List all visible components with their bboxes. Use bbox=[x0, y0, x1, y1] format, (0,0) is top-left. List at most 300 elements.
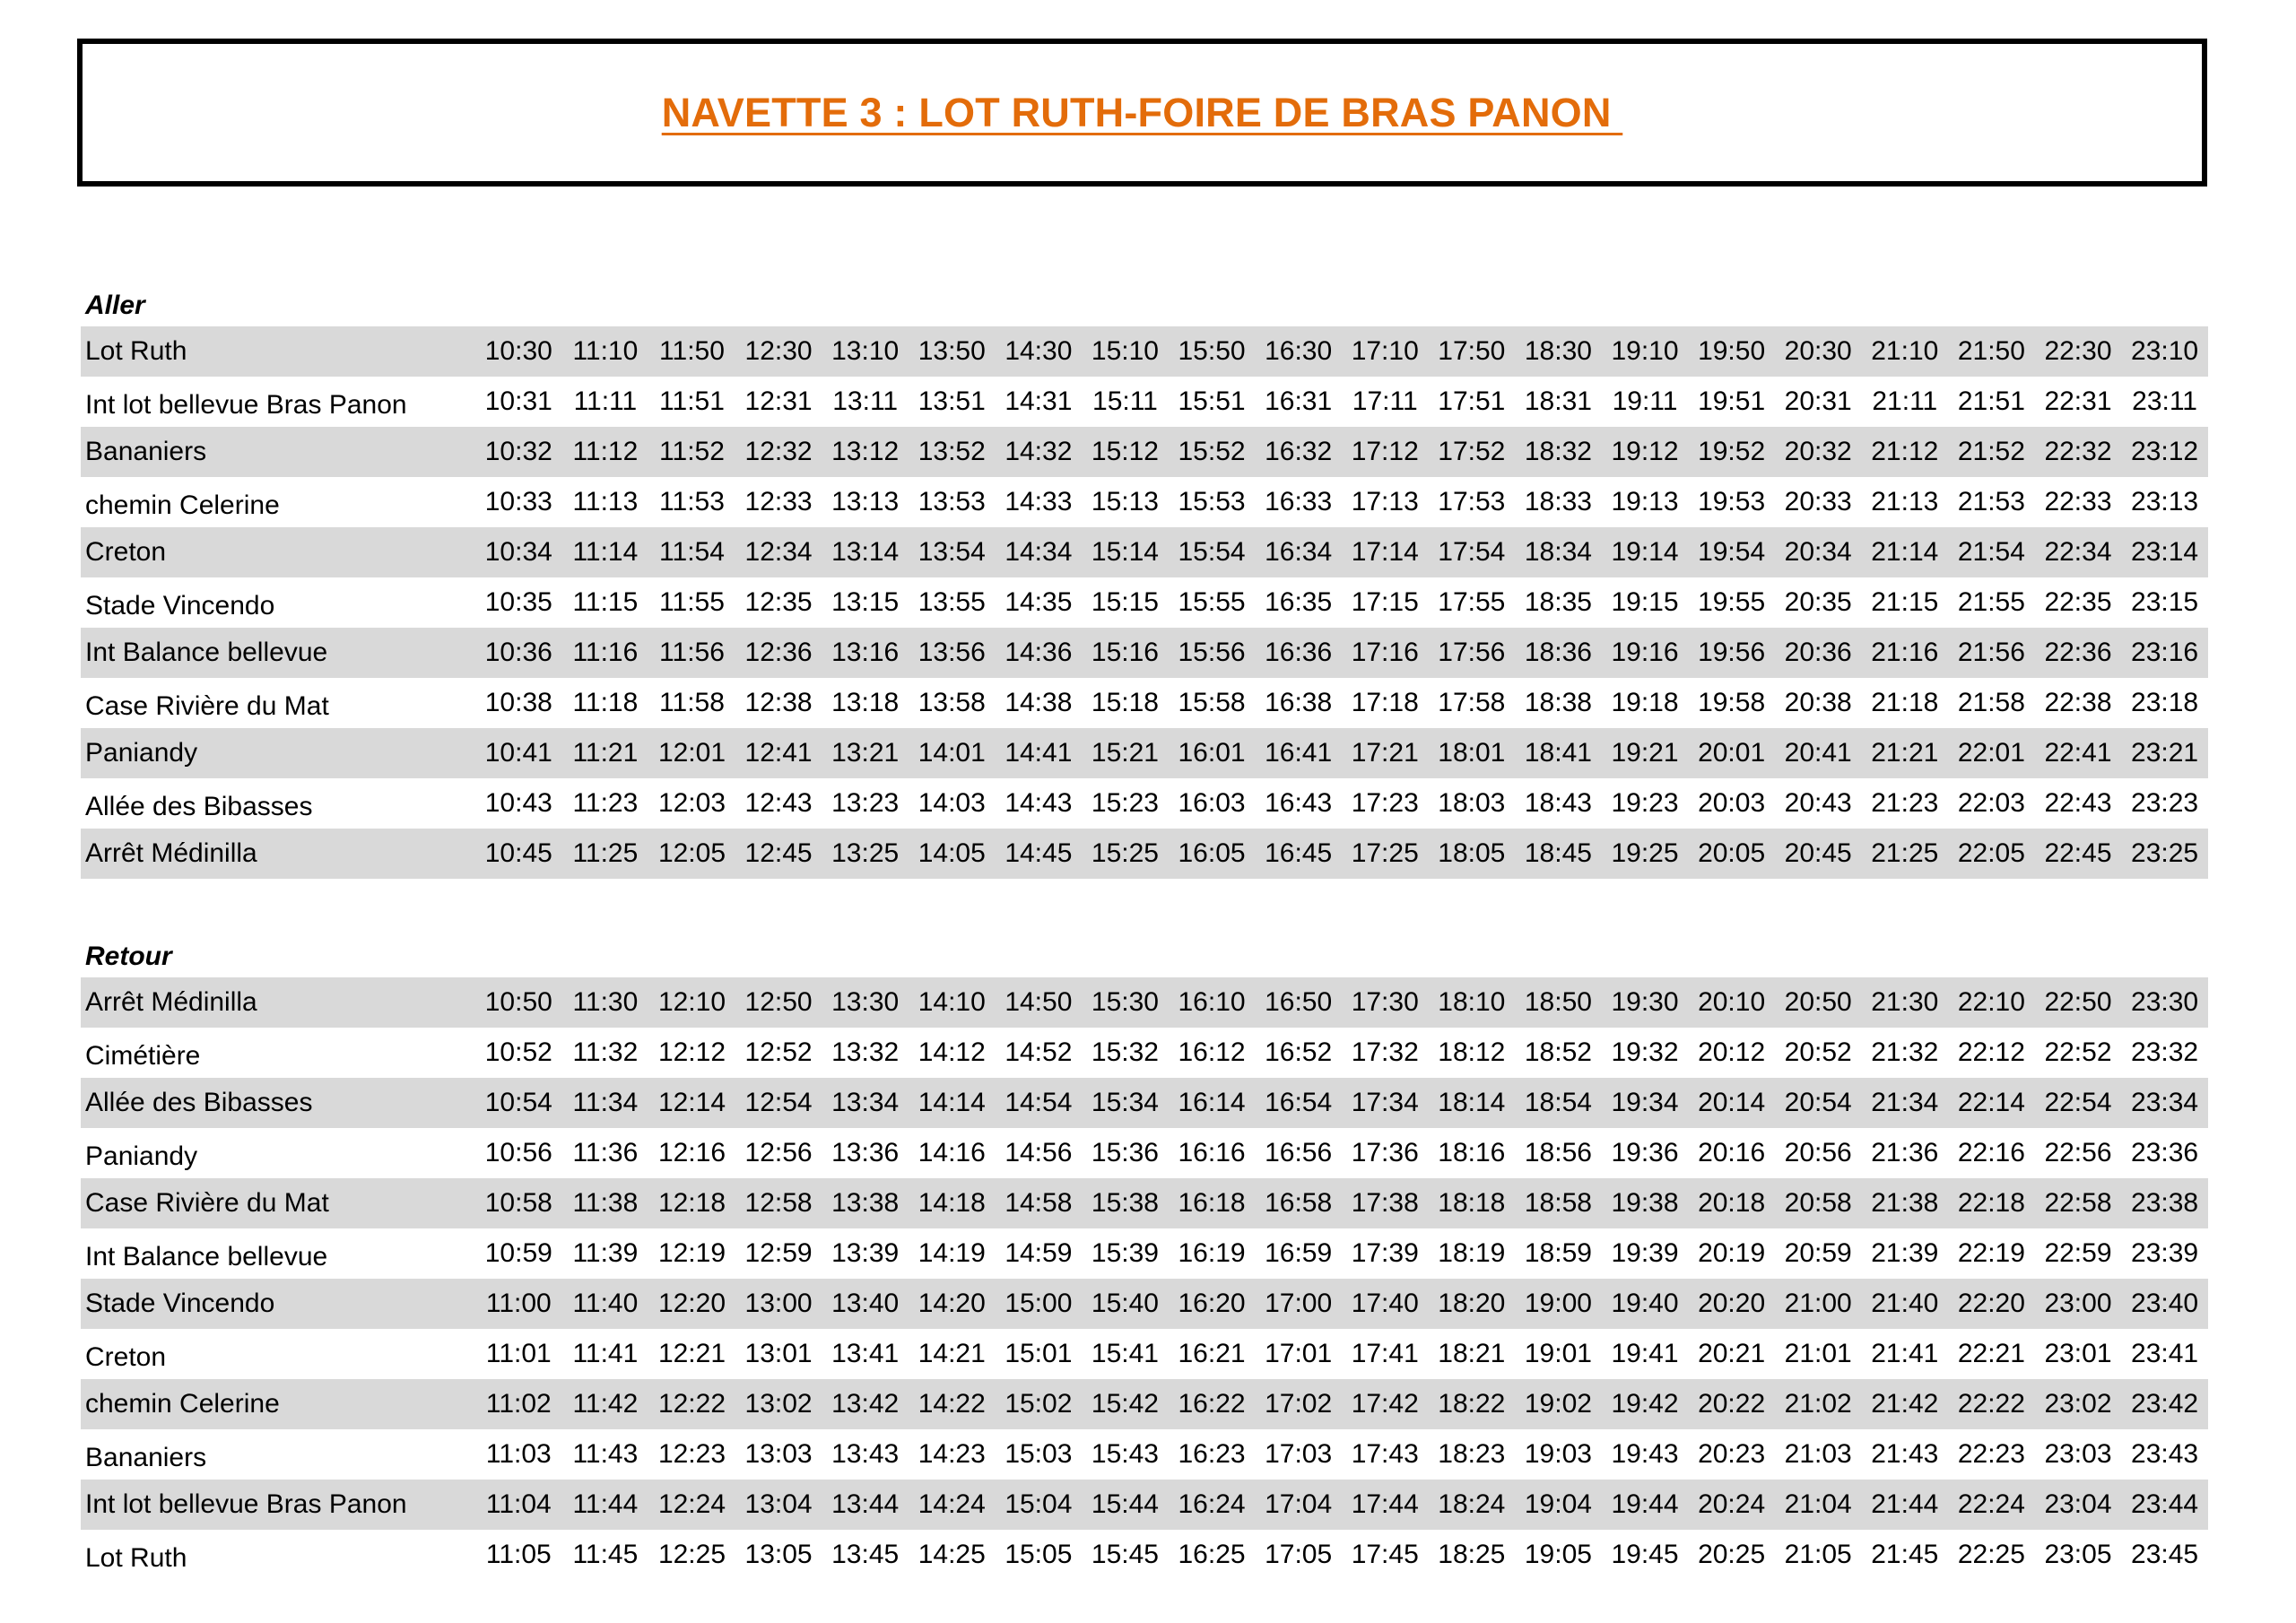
departure-time: 15:23 bbox=[1091, 788, 1159, 818]
departure-time: 21:12 bbox=[1871, 437, 1939, 466]
table-row bbox=[81, 829, 2208, 879]
departure-time: 13:21 bbox=[831, 738, 900, 768]
departure-time: 18:43 bbox=[1524, 788, 1592, 818]
departure-time: 23:18 bbox=[2131, 688, 2199, 717]
departure-times bbox=[475, 1088, 2208, 1118]
departure-time: 13:14 bbox=[831, 537, 900, 567]
departure-time: 14:20 bbox=[918, 1289, 986, 1318]
departure-time: 10:36 bbox=[484, 638, 552, 667]
departure-time: 18:32 bbox=[1524, 437, 1592, 466]
departure-time: 21:05 bbox=[1784, 1540, 1852, 1569]
departure-time: 18:22 bbox=[1438, 1389, 1506, 1419]
departure-time: 18:16 bbox=[1438, 1138, 1506, 1167]
departure-times bbox=[475, 1489, 2208, 1520]
departure-time: 23:44 bbox=[2131, 1489, 2199, 1519]
departure-time: 14:41 bbox=[1004, 738, 1073, 768]
departure-time: 20:32 bbox=[1784, 437, 1852, 466]
stop-name: Creton bbox=[85, 537, 167, 567]
stop-name: Case Rivière du Mat bbox=[85, 1188, 329, 1218]
departure-time: 15:32 bbox=[1091, 1037, 1159, 1067]
stop-name: Int lot bellevue Bras Panon bbox=[85, 390, 407, 420]
departure-time: 16:18 bbox=[1178, 1188, 1246, 1218]
departure-time: 12:14 bbox=[657, 1088, 726, 1117]
stop-name: Int Balance bellevue bbox=[85, 638, 328, 667]
stop-name: Int Balance bellevue bbox=[85, 1242, 328, 1271]
departure-time: 13:16 bbox=[831, 638, 900, 667]
departure-time: 16:25 bbox=[1178, 1540, 1246, 1569]
departure-time: 22:43 bbox=[2044, 788, 2112, 818]
departure-time: 21:23 bbox=[1871, 788, 1939, 818]
departure-time: 22:38 bbox=[2044, 688, 2112, 717]
departure-times bbox=[475, 1389, 2208, 1419]
departure-time: 16:43 bbox=[1265, 788, 1333, 818]
departure-times bbox=[475, 487, 2208, 517]
stop-name: Paniandy bbox=[85, 1141, 198, 1171]
departure-time: 16:10 bbox=[1178, 987, 1246, 1017]
departure-time: 17:52 bbox=[1438, 437, 1506, 466]
departure-time: 21:11 bbox=[1872, 386, 1938, 416]
departure-time: 12:12 bbox=[657, 1037, 726, 1067]
departure-time: 15:58 bbox=[1178, 688, 1246, 717]
departure-time: 10:54 bbox=[484, 1088, 552, 1117]
departure-time: 16:32 bbox=[1265, 437, 1333, 466]
departure-time: 14:25 bbox=[918, 1540, 986, 1569]
departure-time: 13:54 bbox=[918, 537, 986, 567]
departure-time: 22:23 bbox=[1957, 1439, 2025, 1469]
departure-time: 16:20 bbox=[1178, 1289, 1246, 1318]
departure-time: 13:50 bbox=[918, 336, 986, 366]
departure-time: 14:03 bbox=[918, 788, 986, 818]
departure-time: 14:43 bbox=[1004, 788, 1073, 818]
departure-time: 11:58 bbox=[659, 688, 725, 717]
departure-time: 20:30 bbox=[1784, 336, 1852, 366]
departure-time: 15:45 bbox=[1091, 1540, 1159, 1569]
departure-time: 12:20 bbox=[657, 1289, 726, 1318]
departure-time: 16:01 bbox=[1178, 738, 1246, 768]
departure-time: 13:01 bbox=[744, 1339, 813, 1368]
departure-time: 22:36 bbox=[2044, 638, 2112, 667]
departure-time: 23:02 bbox=[2044, 1389, 2112, 1419]
departure-time: 11:50 bbox=[659, 336, 725, 366]
departure-time: 16:41 bbox=[1265, 738, 1333, 768]
departure-time: 15:15 bbox=[1091, 587, 1159, 617]
departure-time: 13:05 bbox=[744, 1540, 813, 1569]
departure-time: 21:36 bbox=[1871, 1138, 1939, 1167]
departure-time: 13:12 bbox=[831, 437, 900, 466]
departure-time: 13:39 bbox=[831, 1238, 900, 1268]
departure-time: 10:58 bbox=[484, 1188, 552, 1218]
departure-time: 11:52 bbox=[659, 437, 725, 466]
departure-time: 21:41 bbox=[1871, 1339, 1939, 1368]
departure-time: 20:05 bbox=[1698, 838, 1766, 868]
departure-time: 21:15 bbox=[1871, 587, 1939, 617]
table-row bbox=[81, 477, 2208, 527]
departure-time: 14:18 bbox=[918, 1188, 986, 1218]
departure-time: 18:56 bbox=[1524, 1138, 1592, 1167]
departure-times bbox=[475, 1339, 2208, 1369]
departure-time: 21:40 bbox=[1871, 1289, 1939, 1318]
departure-time: 15:30 bbox=[1091, 987, 1159, 1017]
departure-time: 14:24 bbox=[918, 1489, 986, 1519]
departure-time: 13:13 bbox=[831, 487, 900, 516]
departure-time: 14:50 bbox=[1004, 987, 1073, 1017]
departure-time: 11:32 bbox=[572, 1037, 639, 1067]
departure-time: 17:56 bbox=[1438, 638, 1506, 667]
departure-time: 17:23 bbox=[1351, 788, 1419, 818]
departure-times bbox=[475, 987, 2208, 1018]
departure-time: 12:38 bbox=[744, 688, 813, 717]
departure-time: 14:36 bbox=[1004, 638, 1073, 667]
departure-time: 15:52 bbox=[1178, 437, 1246, 466]
departure-time: 22:59 bbox=[2044, 1238, 2112, 1268]
departure-time: 12:54 bbox=[744, 1088, 813, 1117]
departure-time: 11:05 bbox=[485, 1540, 552, 1569]
departure-time: 19:34 bbox=[1611, 1088, 1679, 1117]
departure-time: 20:20 bbox=[1698, 1289, 1766, 1318]
departure-time: 22:32 bbox=[2044, 437, 2112, 466]
departure-times bbox=[475, 386, 2208, 417]
stop-name: Cimétière bbox=[85, 1041, 201, 1071]
departure-time: 22:24 bbox=[1957, 1489, 2025, 1519]
departure-time: 23:11 bbox=[2132, 386, 2197, 416]
stop-name: chemin Celerine bbox=[85, 490, 280, 520]
departure-time: 11:38 bbox=[572, 1188, 639, 1218]
departure-time: 22:45 bbox=[2044, 838, 2112, 868]
departure-time: 22:54 bbox=[2044, 1088, 2112, 1117]
departure-time: 21:03 bbox=[1784, 1439, 1852, 1469]
departure-time: 23:14 bbox=[2131, 537, 2199, 567]
departure-time: 21:50 bbox=[1957, 336, 2025, 366]
departure-time: 11:39 bbox=[572, 1238, 639, 1268]
departure-time: 15:44 bbox=[1091, 1489, 1159, 1519]
departure-time: 20:33 bbox=[1784, 487, 1852, 516]
departure-time: 15:13 bbox=[1091, 487, 1159, 516]
departure-time: 22:01 bbox=[1957, 738, 2025, 768]
departure-time: 18:45 bbox=[1524, 838, 1592, 868]
departure-time: 13:04 bbox=[744, 1489, 813, 1519]
departure-time: 16:05 bbox=[1178, 838, 1246, 868]
departure-time: 15:50 bbox=[1178, 336, 1246, 366]
departure-time: 17:12 bbox=[1351, 437, 1419, 466]
departure-time: 22:33 bbox=[2044, 487, 2112, 516]
departure-time: 23:10 bbox=[2131, 336, 2199, 366]
departure-time: 20:25 bbox=[1698, 1540, 1766, 1569]
departure-time: 19:13 bbox=[1611, 487, 1679, 516]
departure-time: 13:40 bbox=[831, 1289, 900, 1318]
departure-time: 20:14 bbox=[1698, 1088, 1766, 1117]
departure-time: 17:45 bbox=[1351, 1540, 1419, 1569]
table-row bbox=[81, 1279, 2208, 1329]
departure-time: 23:42 bbox=[2131, 1389, 2199, 1419]
departure-time: 10:34 bbox=[484, 537, 552, 567]
departure-time: 19:44 bbox=[1611, 1489, 1679, 1519]
departure-time: 18:19 bbox=[1438, 1238, 1506, 1268]
stop-name: Allée des Bibasses bbox=[85, 792, 313, 821]
departure-time: 20:31 bbox=[1784, 386, 1852, 416]
departure-time: 21:39 bbox=[1871, 1238, 1939, 1268]
departure-time: 14:19 bbox=[918, 1238, 986, 1268]
departure-time: 15:05 bbox=[1004, 1540, 1073, 1569]
departure-time: 12:33 bbox=[744, 487, 813, 516]
departure-time: 21:16 bbox=[1871, 638, 1939, 667]
departure-time: 14:23 bbox=[918, 1439, 986, 1469]
departure-time: 11:14 bbox=[572, 537, 639, 567]
departure-time: 15:54 bbox=[1178, 537, 1246, 567]
departure-time: 22:20 bbox=[1957, 1289, 2025, 1318]
departure-time: 19:12 bbox=[1611, 437, 1679, 466]
departure-time: 11:40 bbox=[572, 1289, 639, 1318]
departure-time: 21:25 bbox=[1871, 838, 1939, 868]
departure-time: 11:21 bbox=[572, 738, 639, 768]
departure-time: 16:35 bbox=[1265, 587, 1333, 617]
departure-time: 23:15 bbox=[2131, 587, 2199, 617]
departure-time: 16:24 bbox=[1178, 1489, 1246, 1519]
departure-time: 22:31 bbox=[2044, 386, 2112, 416]
departure-time: 17:39 bbox=[1351, 1238, 1419, 1268]
departure-time: 21:56 bbox=[1957, 638, 2025, 667]
departure-time: 20:58 bbox=[1784, 1188, 1852, 1218]
departure-time: 21:58 bbox=[1957, 688, 2025, 717]
departure-time: 19:36 bbox=[1611, 1138, 1679, 1167]
departure-time: 16:16 bbox=[1178, 1138, 1246, 1167]
departure-time: 16:45 bbox=[1265, 838, 1333, 868]
departure-time: 10:30 bbox=[484, 336, 552, 366]
departure-time: 21:13 bbox=[1871, 487, 1939, 516]
departure-time: 22:50 bbox=[2044, 987, 2112, 1017]
departure-time: 12:43 bbox=[744, 788, 813, 818]
departure-time: 21:52 bbox=[1957, 437, 2025, 466]
page-title: NAVETTE 3 : LOT RUTH-FOIRE DE BRAS PANON bbox=[661, 89, 1623, 135]
departure-time: 10:45 bbox=[484, 838, 552, 868]
departure-time: 16:12 bbox=[1178, 1037, 1246, 1067]
departure-time: 22:22 bbox=[1957, 1389, 2025, 1419]
departure-times bbox=[475, 688, 2208, 718]
departure-time: 23:25 bbox=[2131, 838, 2199, 868]
departure-time: 14:58 bbox=[1004, 1188, 1073, 1218]
departure-time: 11:25 bbox=[572, 838, 639, 868]
departure-time: 16:31 bbox=[1265, 386, 1333, 416]
departure-time: 17:02 bbox=[1265, 1389, 1333, 1419]
departure-time: 20:35 bbox=[1784, 587, 1852, 617]
departure-time: 20:36 bbox=[1784, 638, 1852, 667]
departure-time: 16:34 bbox=[1265, 537, 1333, 567]
departure-time: 18:38 bbox=[1524, 688, 1592, 717]
departure-time: 12:01 bbox=[657, 738, 726, 768]
departure-time: 18:12 bbox=[1438, 1037, 1506, 1067]
departure-time: 10:33 bbox=[484, 487, 552, 516]
table-row bbox=[81, 326, 2208, 377]
departure-time: 11:53 bbox=[659, 487, 725, 516]
departure-time: 15:55 bbox=[1178, 587, 1246, 617]
departure-time: 23:30 bbox=[2131, 987, 2199, 1017]
timetable-retour bbox=[81, 977, 2208, 1580]
departure-time: 16:54 bbox=[1265, 1088, 1333, 1117]
departure-time: 23:16 bbox=[2131, 638, 2199, 667]
table-row bbox=[81, 778, 2208, 829]
departure-time: 18:41 bbox=[1524, 738, 1592, 768]
departure-time: 12:10 bbox=[657, 987, 726, 1017]
departure-time: 11:00 bbox=[485, 1289, 552, 1318]
departure-time: 17:18 bbox=[1351, 688, 1419, 717]
departure-time: 20:24 bbox=[1698, 1489, 1766, 1519]
departure-time: 19:43 bbox=[1611, 1439, 1679, 1469]
departure-time: 15:16 bbox=[1091, 638, 1159, 667]
departure-time: 18:50 bbox=[1524, 987, 1592, 1017]
departure-time: 20:38 bbox=[1784, 688, 1852, 717]
departure-time: 21:18 bbox=[1871, 688, 1939, 717]
departure-time: 15:41 bbox=[1091, 1339, 1159, 1368]
departure-time: 15:12 bbox=[1091, 437, 1159, 466]
departure-time: 20:56 bbox=[1784, 1138, 1852, 1167]
departure-time: 11:51 bbox=[659, 386, 725, 416]
table-row bbox=[81, 977, 2208, 1028]
departure-time: 17:01 bbox=[1265, 1339, 1333, 1368]
departure-time: 21:51 bbox=[1957, 386, 2025, 416]
departure-time: 22:35 bbox=[2044, 587, 2112, 617]
table-row bbox=[81, 377, 2208, 427]
departure-time: 14:14 bbox=[918, 1088, 986, 1117]
departure-time: 16:19 bbox=[1178, 1238, 1246, 1268]
departure-time: 14:30 bbox=[1004, 336, 1073, 366]
departure-time: 17:16 bbox=[1351, 638, 1419, 667]
departure-time: 22:12 bbox=[1957, 1037, 2025, 1067]
section-label-aller: Aller bbox=[85, 291, 145, 320]
title-box bbox=[77, 39, 2207, 187]
departure-time: 10:59 bbox=[484, 1238, 552, 1268]
departure-time: 12:22 bbox=[657, 1389, 726, 1419]
departure-time: 19:02 bbox=[1524, 1389, 1592, 1419]
departure-time: 17:04 bbox=[1265, 1489, 1333, 1519]
departure-time: 17:55 bbox=[1438, 587, 1506, 617]
departure-time: 11:03 bbox=[485, 1439, 552, 1469]
table-row bbox=[81, 1429, 2208, 1480]
departure-time: 15:25 bbox=[1091, 838, 1159, 868]
departure-time: 14:38 bbox=[1004, 688, 1073, 717]
departure-time: 18:23 bbox=[1438, 1439, 1506, 1469]
departure-time: 10:38 bbox=[484, 688, 552, 717]
departure-times bbox=[475, 437, 2208, 467]
departure-time: 12:45 bbox=[744, 838, 813, 868]
departure-time: 11:30 bbox=[572, 987, 639, 1017]
table-row bbox=[81, 1480, 2208, 1530]
departure-times bbox=[475, 1289, 2208, 1319]
departure-time: 16:03 bbox=[1178, 788, 1246, 818]
departure-time: 13:23 bbox=[831, 788, 900, 818]
departure-time: 12:18 bbox=[657, 1188, 726, 1218]
departure-time: 17:58 bbox=[1438, 688, 1506, 717]
departure-time: 17:53 bbox=[1438, 487, 1506, 516]
departure-time: 19:41 bbox=[1611, 1339, 1679, 1368]
departure-time: 20:43 bbox=[1784, 788, 1852, 818]
departure-time: 17:03 bbox=[1265, 1439, 1333, 1469]
stop-name: Stade Vincendo bbox=[85, 591, 275, 621]
departure-time: 20:22 bbox=[1698, 1389, 1766, 1419]
departure-time: 23:34 bbox=[2131, 1088, 2199, 1117]
departure-time: 15:34 bbox=[1091, 1088, 1159, 1117]
departure-time: 21:34 bbox=[1871, 1088, 1939, 1117]
departure-time: 11:10 bbox=[572, 336, 639, 366]
departure-time: 10:32 bbox=[484, 437, 552, 466]
departure-time: 12:05 bbox=[657, 838, 726, 868]
departure-time: 23:39 bbox=[2131, 1238, 2199, 1268]
table-row bbox=[81, 1228, 2208, 1279]
departure-time: 23:01 bbox=[2044, 1339, 2112, 1368]
departure-time: 14:21 bbox=[918, 1339, 986, 1368]
departure-times bbox=[475, 838, 2208, 869]
departure-time: 14:32 bbox=[1004, 437, 1073, 466]
departure-time: 14:35 bbox=[1004, 587, 1073, 617]
departure-time: 18:20 bbox=[1438, 1289, 1506, 1318]
departure-time: 13:44 bbox=[831, 1489, 900, 1519]
departure-time: 15:21 bbox=[1091, 738, 1159, 768]
departure-time: 19:42 bbox=[1611, 1389, 1679, 1419]
table-row bbox=[81, 1530, 2208, 1580]
departure-time: 17:00 bbox=[1265, 1289, 1333, 1318]
departure-time: 11:18 bbox=[572, 688, 639, 717]
departure-time: 16:52 bbox=[1265, 1037, 1333, 1067]
departure-time: 17:42 bbox=[1351, 1389, 1419, 1419]
departure-time: 19:54 bbox=[1698, 537, 1766, 567]
departure-time: 12:31 bbox=[744, 386, 813, 416]
stop-name: Lot Ruth bbox=[85, 1543, 187, 1573]
departure-time: 12:16 bbox=[657, 1138, 726, 1167]
departure-time: 22:58 bbox=[2044, 1188, 2112, 1218]
departure-time: 11:12 bbox=[572, 437, 639, 466]
departure-time: 20:18 bbox=[1698, 1188, 1766, 1218]
table-row bbox=[81, 527, 2208, 577]
departure-time: 20:54 bbox=[1784, 1088, 1852, 1117]
departure-time: 21:38 bbox=[1871, 1188, 1939, 1218]
departure-time: 22:18 bbox=[1957, 1188, 2025, 1218]
departure-time: 17:36 bbox=[1351, 1138, 1419, 1167]
departure-time: 17:32 bbox=[1351, 1037, 1419, 1067]
departure-time: 23:45 bbox=[2131, 1540, 2199, 1569]
timetable-aller bbox=[81, 326, 2208, 879]
table-row bbox=[81, 1128, 2208, 1178]
departure-time: 14:59 bbox=[1004, 1238, 1073, 1268]
departure-time: 19:40 bbox=[1611, 1289, 1679, 1318]
departure-time: 16:36 bbox=[1265, 638, 1333, 667]
departure-time: 23:12 bbox=[2131, 437, 2199, 466]
departure-time: 20:21 bbox=[1698, 1339, 1766, 1368]
stop-name: Creton bbox=[85, 1342, 167, 1372]
departure-time: 11:43 bbox=[572, 1439, 639, 1469]
departure-time: 13:58 bbox=[918, 688, 986, 717]
departure-time: 19:21 bbox=[1611, 738, 1679, 768]
departure-time: 11:01 bbox=[485, 1339, 552, 1368]
stop-name: Int lot bellevue Bras Panon bbox=[85, 1489, 407, 1519]
departure-time: 18:52 bbox=[1524, 1037, 1592, 1067]
table-row bbox=[81, 427, 2208, 477]
departure-time: 18:24 bbox=[1438, 1489, 1506, 1519]
table-row bbox=[81, 1178, 2208, 1228]
departure-time: 20:34 bbox=[1784, 537, 1852, 567]
departure-time: 19:10 bbox=[1611, 336, 1679, 366]
departure-time: 22:34 bbox=[2044, 537, 2112, 567]
departure-time: 11:45 bbox=[572, 1540, 639, 1569]
departure-time: 12:23 bbox=[657, 1439, 726, 1469]
departure-time: 17:41 bbox=[1351, 1339, 1419, 1368]
stop-name: Arrêt Médinilla bbox=[85, 987, 257, 1017]
departure-time: 19:55 bbox=[1698, 587, 1766, 617]
departure-time: 21:45 bbox=[1871, 1540, 1939, 1569]
stop-name: chemin Celerine bbox=[85, 1389, 280, 1419]
departure-time: 22:14 bbox=[1957, 1088, 2025, 1117]
departure-time: 12:50 bbox=[744, 987, 813, 1017]
departure-time: 14:16 bbox=[918, 1138, 986, 1167]
stop-name: Arrêt Médinilla bbox=[85, 838, 257, 868]
departure-time: 15:53 bbox=[1178, 487, 1246, 516]
